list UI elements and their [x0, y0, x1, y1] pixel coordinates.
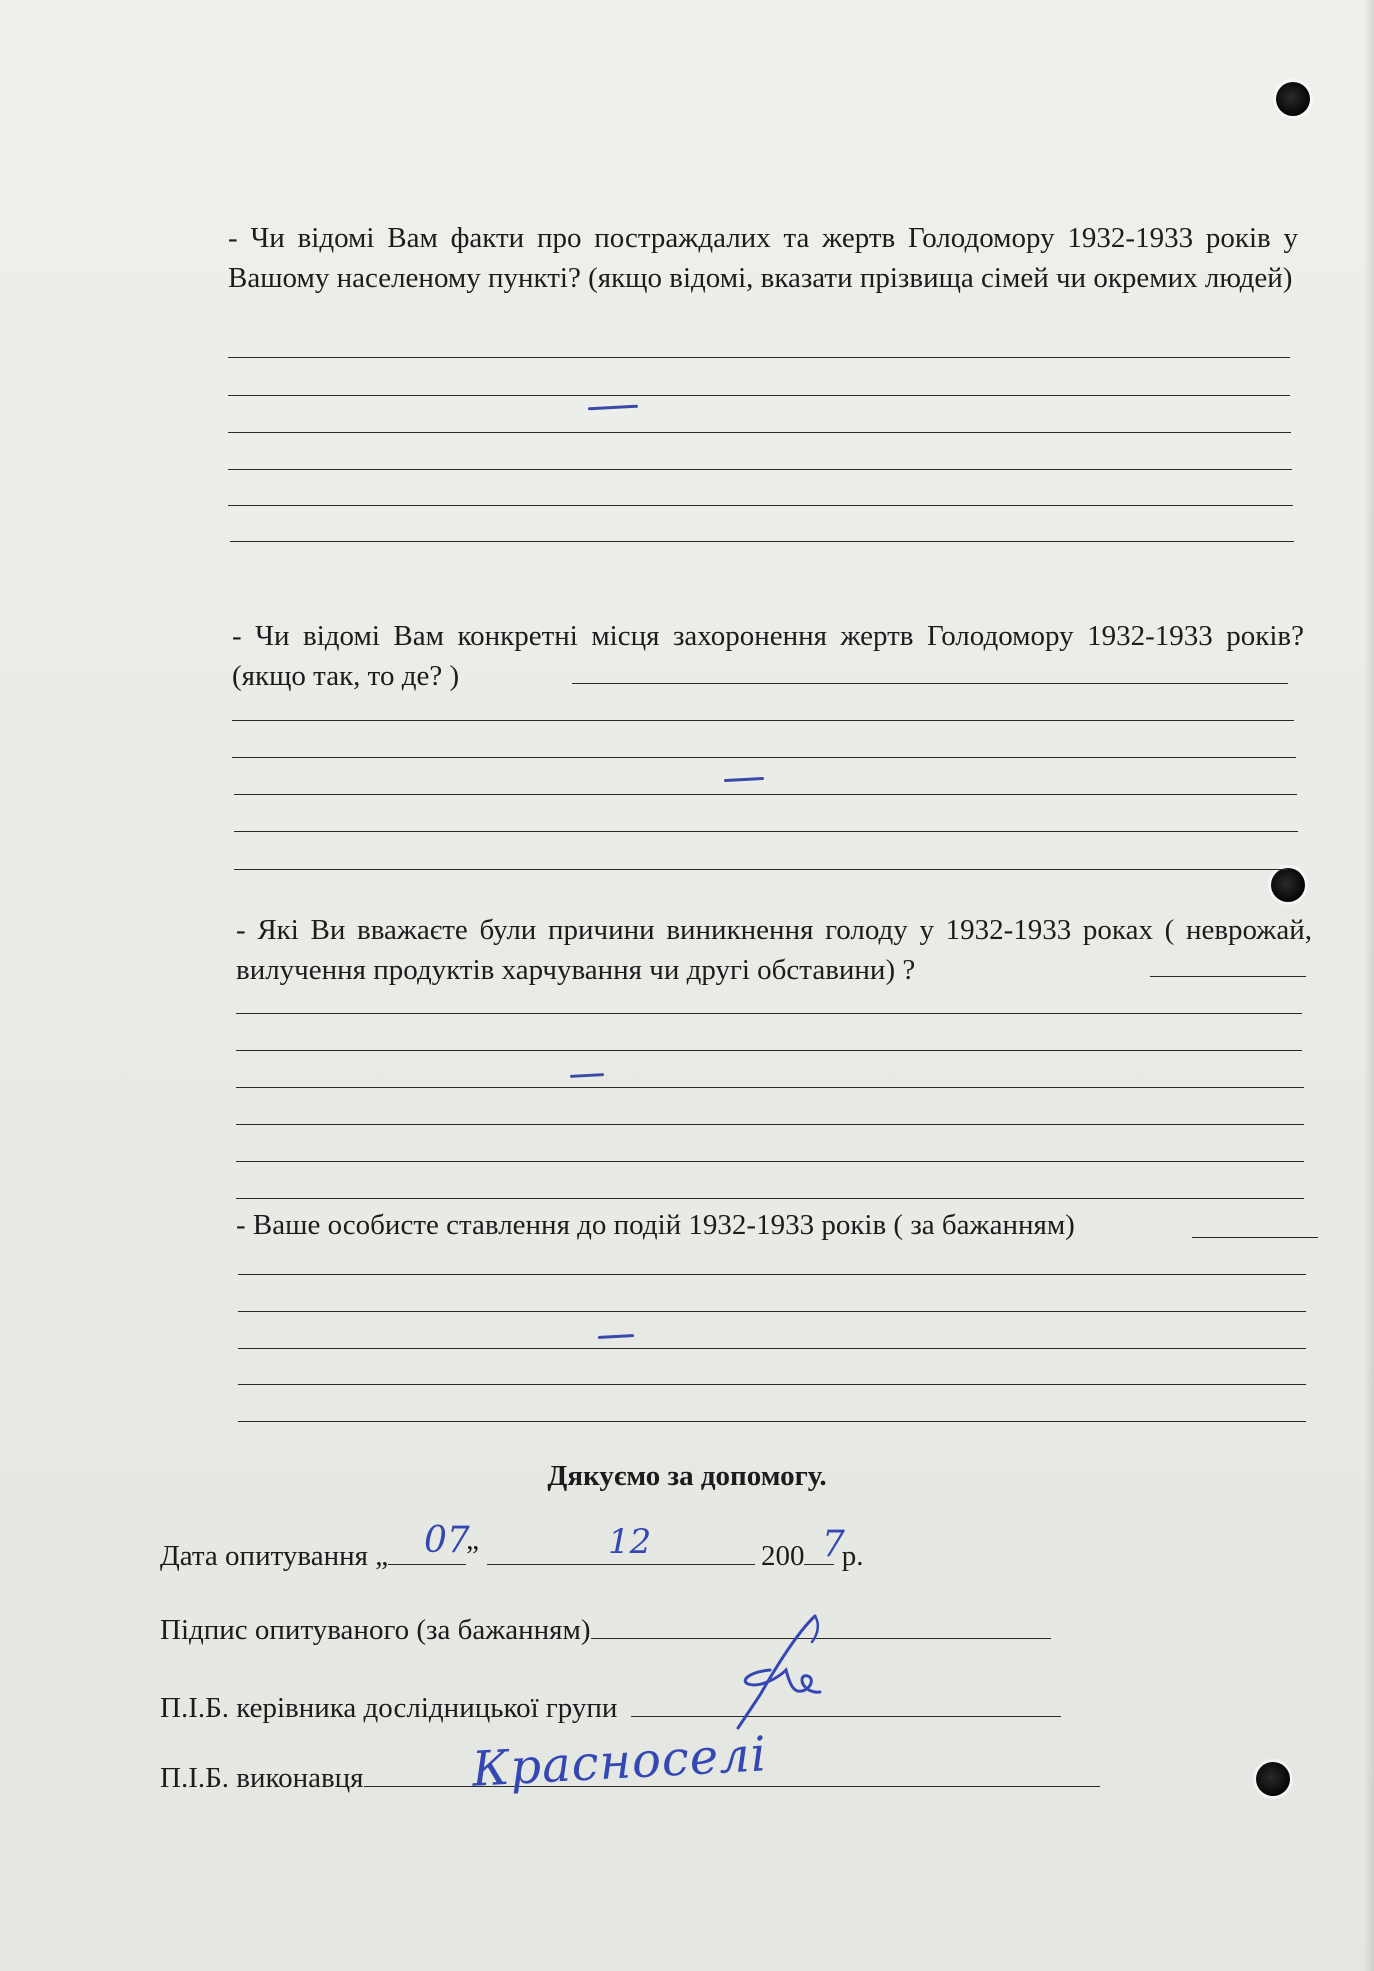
- signature-row: [160, 1612, 1051, 1648]
- answer-line: [234, 831, 1298, 832]
- page-edge-shadow: [1364, 0, 1374, 1971]
- handwritten-dash-answer-2: [724, 777, 764, 782]
- answer-line: [232, 720, 1294, 721]
- handwritten-executor-name: Красноселі: [470, 1726, 769, 1798]
- answer-line: [234, 869, 1288, 870]
- answer-line: [230, 541, 1294, 542]
- handwritten-day: 07: [424, 1520, 470, 1561]
- executor-label: П.І.Б. виконавця: [160, 1762, 364, 1794]
- answer-line: [572, 683, 1288, 684]
- handwritten-signature: [720, 1610, 860, 1735]
- date-row: [160, 1538, 863, 1574]
- question-2-text: - Чи відомі Вам конкретні місця захоронення жертв Голодомору 1932-1933 років? (якщо так, то де? ): [232, 620, 1304, 692]
- date-quote: ”: [466, 1540, 479, 1572]
- answer-line: [238, 1348, 1306, 1349]
- signature-label: Підпис опитуваного (за бажанням): [160, 1614, 591, 1646]
- answer-line: [238, 1274, 1306, 1275]
- handwritten-month: 12: [608, 1522, 652, 1562]
- answer-line: [236, 1198, 1304, 1199]
- answer-line: [234, 794, 1297, 795]
- punch-hole-top: [1276, 82, 1310, 116]
- answer-line: [236, 1050, 1302, 1051]
- answer-line: [236, 1124, 1304, 1125]
- answer-line: [238, 1384, 1306, 1385]
- leader-row: [160, 1690, 1061, 1726]
- answer-line: [1192, 1237, 1318, 1238]
- question-4-text: - Ваше особисте ставлення до подій 1932-1933 років ( за бажанням): [236, 1209, 1075, 1241]
- question-1-text: - Чи відомі Вам факти про постраждалих та жертв Голодомору 1932-1933 років у Вашому населеному пункті? (якщо відомі, вказати прізвища сімей чи окремих людей): [228, 222, 1298, 294]
- leader-label: П.І.Б. керівника дослідницької групи: [160, 1692, 618, 1724]
- year-suffix: р.: [834, 1540, 864, 1572]
- answer-line: [1150, 976, 1306, 977]
- answer-line: [238, 1421, 1306, 1422]
- answer-line: [228, 505, 1293, 506]
- answer-line: [238, 1311, 1306, 1312]
- thanks-heading: Дякуємо за допомогу.: [547, 1460, 827, 1492]
- answer-line: [236, 1013, 1302, 1014]
- question-3-text: - Які Ви вважаєте були причини виникнення голоду у 1932-1933 роках ( неврожай, вилучення продуктів харчування чи другі обставини) ?: [236, 914, 1312, 986]
- punch-hole-middle: [1271, 868, 1305, 902]
- punch-hole-bottom: [1256, 1762, 1290, 1796]
- answer-line: [228, 432, 1291, 433]
- answer-line: [236, 1161, 1304, 1162]
- handwritten-year-digit: 7: [822, 1524, 845, 1565]
- answer-line: [232, 757, 1296, 758]
- handwritten-dash-answer-3: [570, 1073, 604, 1078]
- answer-line: [228, 469, 1292, 470]
- date-label: Дата опитування „: [160, 1540, 389, 1572]
- handwritten-dash-answer-1: [588, 405, 638, 411]
- answer-line: [236, 1087, 1304, 1088]
- answer-line: [228, 357, 1290, 358]
- answer-line: [228, 395, 1290, 396]
- handwritten-dash-answer-4: [598, 1334, 634, 1339]
- year-prefix: 200: [760, 1540, 805, 1572]
